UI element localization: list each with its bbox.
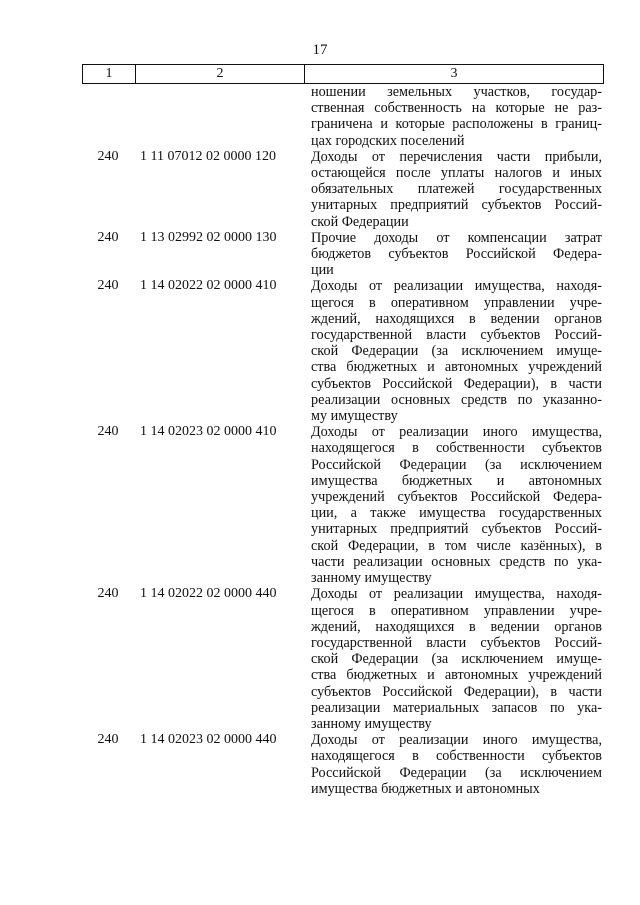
revenue-description <box>302 586 604 732</box>
description-line: ции, а также имущества государственных <box>311 505 602 522</box>
description-line: остающейся после уплаты налогов и иных <box>311 165 602 182</box>
description-line: Прочие доходы от компенсации затрат <box>311 229 602 246</box>
description-line: ской Федерации (за исключением имуще- <box>311 651 602 668</box>
description-line: ждений, находящихся в ведении органов <box>311 310 602 327</box>
description-line: учреждений субъектов Российской Федера- <box>311 489 602 506</box>
table-row <box>82 149 604 230</box>
description-line: реализации материальных запасов по ука- <box>311 699 602 716</box>
header-col-3: 3 <box>450 66 458 81</box>
description-line: му имуществу <box>311 408 398 425</box>
revenue-description <box>302 84 604 149</box>
admin-code: 240 <box>97 148 119 164</box>
description-line: Доходы от реализации имущества, находя- <box>311 278 602 295</box>
header-col-2: 2 <box>136 65 305 83</box>
table-header <box>82 64 604 84</box>
description-line: занному имуществу <box>311 570 432 587</box>
table-row <box>82 84 604 149</box>
revenue-description <box>302 424 604 586</box>
description-line: Доходы от реализации иного имущества, <box>311 424 602 441</box>
page-number: 17 <box>312 42 328 58</box>
description-line: щегося в оперативном управлении учре- <box>311 602 602 619</box>
description-line: ской Федерации, в том числе казённых), в <box>311 537 602 554</box>
description-line: ждений, находящихся в ведении органов <box>311 618 602 635</box>
revenue-description <box>302 278 604 424</box>
description-line: субъектов Российской Федерации), в части <box>311 375 602 392</box>
description-line: ции <box>311 262 334 279</box>
table-row <box>82 732 604 797</box>
description-line: цах городских поселений <box>311 132 465 149</box>
description-line: имущества бюджетных и автономных <box>311 780 540 797</box>
budget-classification-code: 1 14 02022 02 0000 440 <box>140 586 277 602</box>
description-line: ской Федерации <box>311 213 409 230</box>
description-line: Доходы от реализации имущества, находя- <box>311 586 602 603</box>
budget-classification-code: 1 11 07012 02 0000 120 <box>140 148 276 164</box>
description-line: щегося в оперативном управлении учре- <box>311 294 602 311</box>
budget-classification-code: 1 14 02023 02 0000 440 <box>140 732 277 748</box>
revenue-description <box>302 732 604 797</box>
budget-classification-code: 1 14 02023 02 0000 410 <box>140 424 277 440</box>
admin-code: 240 <box>97 229 119 245</box>
budget-classification-code: 1 14 02022 02 0000 410 <box>140 278 277 294</box>
table-body <box>82 84 604 797</box>
table-row <box>82 586 604 732</box>
description-line: субъектов Российской Федерации), в части <box>311 683 602 700</box>
description-line: ства бюджетных и автономных учреждений <box>311 667 602 684</box>
description-line: ственная собственность на которые не раз- <box>311 100 602 117</box>
table-row <box>82 230 604 279</box>
description-line: занному имуществу <box>311 715 432 732</box>
description-line: граничена и которые расположены в границ- <box>311 116 602 133</box>
admin-code: 240 <box>97 586 119 602</box>
description-line: Доходы от реализации иного имущества, <box>311 732 602 749</box>
description-line: Доходы от перечисления части прибыли, <box>311 148 602 165</box>
description-line: унитарных предприятий субъектов Россий- <box>311 521 602 538</box>
description-line: ской Федерации (за исключением имуще- <box>311 343 602 360</box>
description-line: имущества бюджетных и автономных <box>311 472 602 489</box>
description-line: находящегося в собственности субъектов <box>311 440 602 457</box>
table-row <box>82 278 604 424</box>
description-line: обязательных платежей государственных <box>311 181 602 198</box>
header-col-1: 1 <box>83 65 136 83</box>
description-line: находящегося в собственности субъектов <box>311 748 602 765</box>
description-line: ношении земельных участков, государ- <box>311 84 602 100</box>
admin-code: 240 <box>97 732 119 748</box>
admin-code: 240 <box>97 424 119 440</box>
table-row <box>82 424 604 586</box>
description-line: Российской Федерации (за исключением <box>311 764 602 781</box>
description-line: государственной власти субъектов Россий- <box>311 634 602 651</box>
admin-code: 240 <box>97 278 119 294</box>
description-line: ства бюджетных и автономных учреждений <box>311 359 602 376</box>
description-line: государственной власти субъектов Россий- <box>311 327 602 344</box>
description-line: бюджетов субъектов Российской Федера- <box>311 246 602 263</box>
description-line: Российской Федерации (за исключением <box>311 456 602 473</box>
description-line: части реализации основных средств по ука- <box>311 553 602 570</box>
budget-classification-code: 1 13 02992 02 0000 130 <box>140 229 277 245</box>
description-line: унитарных предприятий субъектов Россий- <box>311 197 602 214</box>
revenue-description <box>302 230 604 279</box>
revenue-description <box>302 149 604 230</box>
description-line: реализации основных средств по указанно- <box>311 391 602 408</box>
